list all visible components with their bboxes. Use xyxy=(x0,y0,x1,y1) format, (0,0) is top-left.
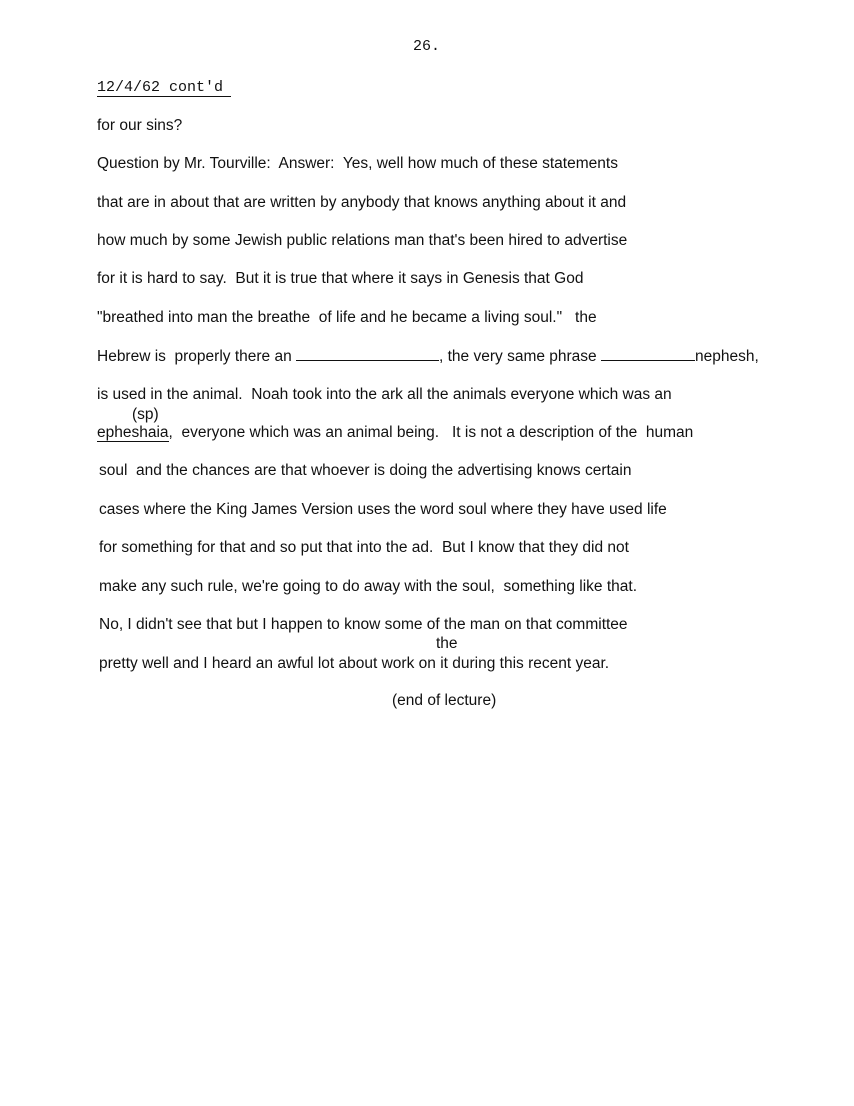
blank-space-1 xyxy=(296,348,439,361)
text-line-7-end: nephesh, xyxy=(694,348,759,365)
text-line-15: pretty well and I heard an awful lot about work on it during this recent year. xyxy=(99,655,610,672)
text-line-8: is used in the animal. Noah took into the ark all the animals everyone which was an xyxy=(97,386,672,403)
text-line-5: for it is hard to say. But it is true that where it says in Genesis that God xyxy=(97,270,584,287)
text-line-1: for our sins? xyxy=(97,117,183,134)
text-line-7-middle: , the very same phrase xyxy=(439,348,601,365)
blank-space-2 xyxy=(601,348,695,361)
text-line-12: for something for that and so put that into the ad. But I know that they did not xyxy=(99,539,629,556)
text-line-10: soul and the chances are that whoever is doing the advertising knows certain xyxy=(99,462,632,479)
date-header: 12/4/62 cont'd xyxy=(97,80,231,97)
text-line-7 xyxy=(97,348,759,366)
text-line-3: that are in about that are written by anybody that knows anything about it and xyxy=(97,194,627,211)
inserted-word-annotation: the xyxy=(436,635,458,652)
text-line-2: Question by Mr. Tourville: Answer: Yes, well how much of these statements xyxy=(97,155,618,172)
text-line-7-start: Hebrew is properly there an xyxy=(97,348,297,365)
text-line-14: No, I didn't see that but I happen to know some of the man on that committee xyxy=(99,616,628,633)
text-line-4: how much by some Jewish public relations man that's been hired to advertise xyxy=(97,232,628,249)
text-line-9 xyxy=(97,424,693,442)
text-line-6: "breathed into man the breathe of life and he became a living soul." the xyxy=(97,309,597,326)
text-line-11: cases where the King James Version uses the word soul where they have used life xyxy=(99,501,667,518)
sp-annotation: (sp) xyxy=(132,406,159,423)
text-line-13: make any such rule, we're going to do away with the soul, something like that. xyxy=(99,578,637,595)
page-number: 26. xyxy=(413,38,441,55)
underlined-word: epheshaia xyxy=(97,424,169,441)
end-of-lecture-note: (end of lecture) xyxy=(392,692,497,709)
text-line-9-rest: , everyone which was an animal being. It is not a description of the human xyxy=(168,424,694,441)
